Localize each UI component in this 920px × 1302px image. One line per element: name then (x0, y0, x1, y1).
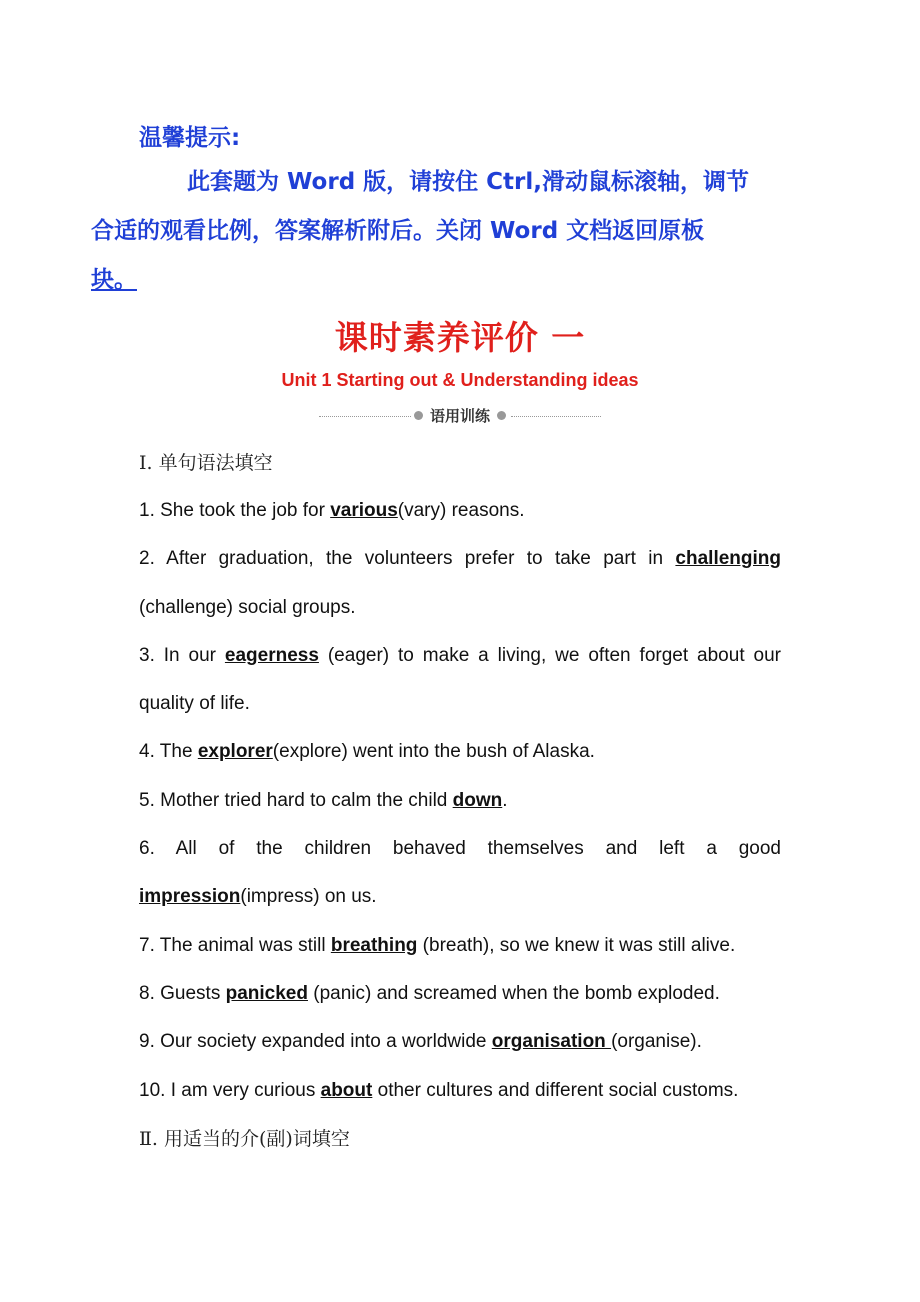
section-divider (139, 401, 781, 431)
question-item: 4. The explorer(explore) went into the bush of Alaska. (139, 741, 595, 763)
question-item: 2. After graduation, the volunteers prefer to take part in challenging (challenge) social groups. (139, 548, 781, 618)
question-item: 9. Our society expanded into a worldwide organisation (organise). (139, 1031, 702, 1053)
unit-title: Unit 1 Starting out & Understanding ideas (281, 370, 639, 390)
section-1-heading: Ⅰ. 单句语法填空 (139, 452, 273, 474)
question-item: 10. I am very curious about other cultures and different social customs. (139, 1079, 739, 1101)
question-item: 3. In our eagerness (eager) to make a living, we often forget about our quality of life. (139, 644, 781, 715)
answer-blank: organisation (491, 1031, 612, 1053)
question-item: 1. She took the job for various(vary) reasons. (139, 500, 525, 521)
answer-blank: explorer (197, 741, 273, 763)
answer-blank: impression (139, 886, 241, 908)
answer-blank: down (452, 789, 503, 811)
tip-line-2: 合适的观看比例，答案解析附后。关闭 Word 文档返回原板 (91, 218, 705, 244)
document-page (91, 118, 781, 1163)
answer-blank: challenging (675, 548, 781, 570)
answer-blank: eagerness (224, 644, 319, 666)
bullet-dot-icon (497, 411, 506, 420)
question-item: 7. The animal was still breathing (breath), so we knew it was still alive. (139, 934, 736, 956)
question-list (139, 487, 781, 1115)
section-2-heading: Ⅱ. 用适当的介(副)词填空 (139, 1127, 350, 1150)
divider-label: 语用训练 (429, 407, 490, 425)
divider-line-left (319, 416, 411, 417)
question-item: 5. Mother tried hard to calm the child down. (139, 789, 508, 811)
answer-blank: various (330, 500, 398, 521)
answer-blank: panicked (225, 982, 308, 1004)
question-item: 6. All of the children behaved themselves and left a good impression(impress) on us. (139, 838, 781, 908)
tip-body (91, 158, 781, 305)
question-item: 8. Guests panicked (panic) and screamed when the bomb exploded. (139, 982, 720, 1004)
tip-title: 温馨提示: (139, 125, 241, 151)
tip-line-3: 块。 (91, 267, 137, 293)
bullet-dot-icon (414, 411, 423, 420)
answer-blank: breathing (330, 934, 418, 956)
page-title: 课时素养评价 一 (334, 318, 586, 357)
answer-blank: about (320, 1079, 373, 1101)
tip-line-1: 此套题为 Word 版，请按住 Ctrl,滑动鼠标滚轴，调节 (187, 169, 750, 195)
divider-line-right (511, 416, 601, 417)
